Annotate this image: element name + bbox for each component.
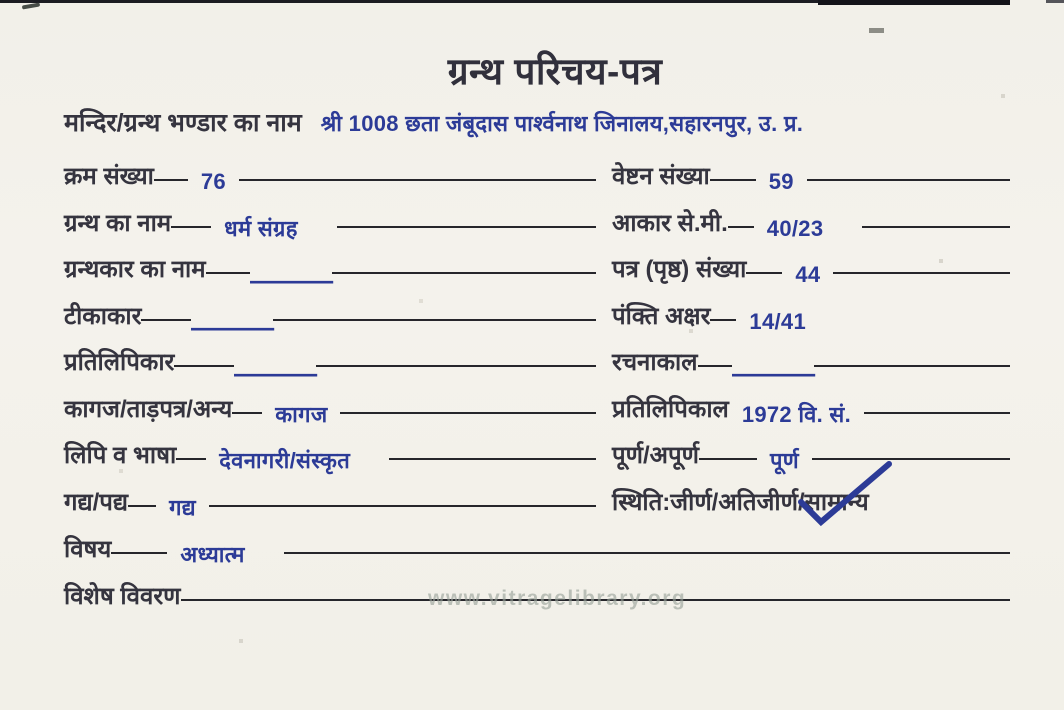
underline (154, 179, 188, 181)
field-value: देवनागरी/संस्कृत (219, 448, 351, 473)
field-label: विशेष विवरण (64, 583, 181, 610)
underline (864, 412, 1010, 414)
field-value: धर्म संग्रह (224, 215, 298, 241)
underline (699, 458, 757, 460)
scan-edge-artifact (818, 0, 1010, 5)
field-copy-date (612, 395, 1010, 442)
field-value: पूर्ण (769, 448, 799, 473)
underline (209, 505, 596, 507)
field-label: लिपि व भाषा (64, 442, 177, 469)
field-value: श्री 1008 छता जंबूदास पार्श्वनाथ जिनालय,सहारनपुर, उ. प्र. (320, 111, 804, 136)
underline (728, 226, 754, 228)
field-value: — (191, 311, 275, 342)
watermark: www.vitragelibrary.org (428, 587, 687, 610)
field-repository-name (64, 104, 1044, 139)
underline (337, 226, 596, 228)
underline (332, 272, 596, 274)
form-grid (64, 162, 1010, 534)
underline (239, 179, 596, 181)
scan-edge-artifact (0, 0, 905, 3)
field-author-name (64, 255, 612, 302)
underline (273, 319, 596, 321)
underline (833, 272, 1010, 274)
blank-dash (731, 358, 815, 388)
field-label: ग्रन्थ का नाम (64, 209, 172, 237)
field-prose-verse (64, 488, 612, 535)
underline (389, 458, 596, 460)
field-label: कागज/ताड़पत्र/अन्य (64, 395, 233, 423)
underline (698, 365, 732, 367)
field-material (64, 395, 612, 442)
field-subject (64, 535, 1010, 582)
field-condition (612, 488, 1010, 535)
field-label: पत्र (पृष्ठ) संख्या (612, 256, 747, 283)
blank-dash (234, 358, 318, 388)
field-label: गद्य/पद्य (64, 488, 129, 516)
field-value: कागज (275, 401, 328, 427)
field-lines-letters (612, 302, 1010, 349)
scan-mark (869, 28, 884, 33)
field-value: — (234, 358, 318, 388)
field-label: प्रतिलिपिकाल (612, 395, 729, 423)
field-label: ग्रन्थकार का नाम (64, 256, 206, 283)
field-label: मन्दिर/ग्रन्थ भण्डार का नाम (64, 109, 302, 137)
underline (710, 179, 756, 181)
form-bottom-rows (64, 535, 1010, 629)
underline (232, 412, 262, 414)
underline (807, 179, 1010, 181)
field-label: विषय (64, 536, 112, 563)
underline (862, 226, 1010, 228)
condition-checked-option (805, 488, 869, 518)
underline (174, 365, 234, 367)
field-copyist (64, 348, 612, 395)
field-label: क्रम संख्या (64, 163, 154, 190)
field-bundle-number (612, 162, 1010, 209)
field-label: रचनाकाल (612, 349, 698, 376)
field-value: 40/23 (766, 215, 824, 241)
underline (710, 319, 736, 321)
underline (141, 319, 191, 321)
underline (128, 505, 156, 507)
field-value: 76 (200, 169, 226, 194)
field-page-count (612, 255, 1010, 302)
field-label: आकार से.मी. (612, 209, 728, 237)
underline (340, 412, 596, 414)
underline (111, 552, 167, 554)
underline (176, 458, 206, 460)
underline (284, 552, 1010, 554)
field-size-cm (612, 209, 1010, 256)
paper-speckles (0, 0, 2, 2)
field-label: टीकाकार (64, 302, 142, 330)
field-label: वेष्टन संख्या (612, 163, 710, 190)
field-value: सामान्य (804, 488, 869, 516)
field-script-language (64, 441, 612, 488)
page-title: ग्रन्थ परिचय-पत्र (447, 51, 663, 92)
checkmark-icon (795, 460, 899, 534)
field-composition-date (612, 348, 1010, 395)
field-value: — (731, 358, 815, 388)
field-value: 44 (795, 262, 821, 287)
underline (814, 365, 1010, 367)
scan-edge-artifact (1046, 0, 1064, 3)
underline (206, 272, 250, 274)
field-book-name (64, 209, 612, 256)
blank-dash (249, 265, 333, 295)
field-value: अध्यात्म (180, 542, 245, 567)
underline (746, 272, 782, 274)
scan-mark (22, 2, 40, 9)
field-value: 59 (768, 169, 794, 194)
field-value: — (249, 265, 333, 295)
field-label: प्रतिलिपिकार (64, 349, 175, 376)
field-label: पूर्ण/अपूर्ण (612, 442, 699, 469)
field-value: गद्य (169, 494, 196, 520)
field-serial-number (64, 162, 612, 209)
field-commentator (64, 302, 612, 349)
blank-dash (191, 311, 275, 342)
field-label: पंक्ति अक्षर (612, 302, 711, 330)
underline (316, 365, 596, 367)
field-value: 1972 वि. सं. (741, 401, 852, 427)
underline (171, 226, 211, 228)
field-label: स्थिति:जीर्ण/अतिजीर्ण/ (612, 488, 805, 516)
field-value: 14/41 (749, 308, 806, 334)
